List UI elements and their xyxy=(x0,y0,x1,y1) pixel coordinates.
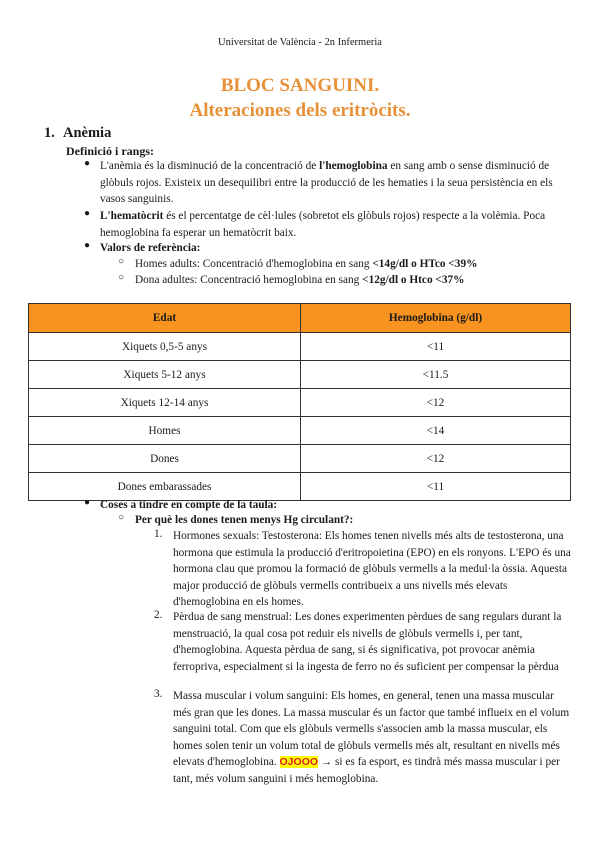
table-cell: Dones xyxy=(29,445,301,473)
item-number: 3. xyxy=(154,688,163,700)
circle-bullet-icon: ○ xyxy=(118,272,125,283)
item-number: 2. xyxy=(154,609,163,621)
section-heading xyxy=(44,125,111,142)
table-row xyxy=(29,333,571,361)
item-muscle-mass xyxy=(173,688,573,787)
reference-men xyxy=(135,256,575,273)
reference-women xyxy=(135,272,575,289)
table-row xyxy=(29,389,571,417)
bullet-table-notes: Coses a tindre en compte de la taula: xyxy=(100,499,278,511)
question-heading: Per què les dones tenen menys Hg circulant?: xyxy=(135,514,354,526)
bullet-anemia-definition xyxy=(100,158,570,208)
table-cell: Homes xyxy=(29,417,301,445)
bullet-reference-values xyxy=(100,240,570,257)
reference-text: Dona adultes: Concentració hemoglobina en sang xyxy=(135,274,363,286)
table-row xyxy=(29,445,571,473)
reference-text: Homes adults: Concentració d'hemoglobina en sang xyxy=(135,258,373,270)
bullet-icon: ● xyxy=(84,158,91,169)
table-cell: Dones embarassades xyxy=(29,473,301,501)
circle-bullet-icon: ○ xyxy=(118,512,125,523)
document-title: BLOC SANGUINI. xyxy=(220,75,380,96)
item-text: Massa muscular i volum sanguini: Els homes, en general, tenen una massa muscular més gran que les dones. La massa muscular és un factor que també influeix en el volum sanguini total. Com que els glòbuls vermells s'associen amb la massa muscular, els homes solen tenir un volum total de glòbuls vermells més alt, resultant en nivells més elevats d'hemoglobina. xyxy=(173,690,570,768)
definition-heading: Definició i rangs: xyxy=(66,144,154,158)
table-header-row xyxy=(29,304,571,333)
table-row xyxy=(29,417,571,445)
bullet-icon: ● xyxy=(84,208,91,219)
table-cell: Xiquets 0,5-5 anys xyxy=(29,333,301,361)
table-cell: <11 xyxy=(301,473,571,501)
section-title: Anèmia xyxy=(63,125,112,141)
bullet-hematocrit xyxy=(100,208,570,241)
table-cell: <11 xyxy=(301,333,571,361)
reference-value: <14g/dl o HTco <39% xyxy=(372,258,478,270)
bullet-bold: L'hematòcrit xyxy=(100,210,164,222)
column-header-age: Edat xyxy=(29,304,301,333)
table-cell: <14 xyxy=(301,417,571,445)
bullet-bold: Valors de referència: xyxy=(100,242,201,254)
table-cell: <12 xyxy=(301,389,571,417)
bullet-icon: ● xyxy=(84,240,91,251)
item-number: 1. xyxy=(154,528,163,540)
section-number: 1. xyxy=(44,125,55,141)
column-header-hemoglobin: Hemoglobina (g/dl) xyxy=(301,304,571,333)
bullet-text: en sang amb o sense disminució de glòbuls rojos. Existeix un desequilibri entre la producció de les hematies i la seua persistència en els vasos sanguinis. xyxy=(100,160,553,205)
table-cell: Xiquets 5-12 anys xyxy=(29,361,301,389)
item-hormones: Hormones sexuals: Testosterona: Els homes tenen nivells més alts de testosterona, una hormona que estimula la producció d'eritropoietina (EPO) en els ronyons. L'EPO és una hormona clau que promou la formació de glòbuls vermells a la medul·la òssia. Aquesta major producció de glòbuls vermells contribueix a uns nivells més elevats d'hemoglobina en els homes. xyxy=(173,530,571,608)
table-cell: <12 xyxy=(301,445,571,473)
hemoglobin-table xyxy=(28,303,571,501)
reference-value: <12g/dl o Htco <37% xyxy=(362,274,465,286)
bullet-text: és el percentatge de cèl·lules (sobretot els glòbuls rojos) respecte a la volèmia. Poca hemoglobina fa esperar un hematòcrit baix. xyxy=(100,210,546,239)
bullet-icon: ● xyxy=(84,497,91,508)
bullet-bold: l'hemoglobina xyxy=(319,160,388,172)
bullet-text: L'anèmia és la disminució de la concentració de xyxy=(100,160,320,172)
item-menstrual-loss: Pèrdua de sang menstrual: Les dones experimenten pèrdues de sang regulars durant la menstruació, la qual cosa pot reduir els nivells de glòbuls vermells i, per tant, d'hemoglobina. Aquesta pèrdua de sang, si és significativa, pot provocar anèmia ferropriva, especialment si la ingesta de ferro no és suficient per compensar la pèrdua xyxy=(173,611,562,673)
table-cell: <11.5 xyxy=(301,361,571,389)
document-subtitle: Alteraciones dels eritròcits. xyxy=(189,100,411,121)
circle-bullet-icon: ○ xyxy=(118,256,125,267)
page-header: Universitat de València - 2n Infermeria xyxy=(218,37,382,48)
item-text: → si es fa esport, es tindrà més massa muscular i per tant, més volum sanguini i més hemoglobina. xyxy=(173,756,560,785)
table-cell: Xiquets 12-14 anys xyxy=(29,389,301,417)
table-row xyxy=(29,361,571,389)
highlight-note: OJOOO xyxy=(279,756,319,768)
